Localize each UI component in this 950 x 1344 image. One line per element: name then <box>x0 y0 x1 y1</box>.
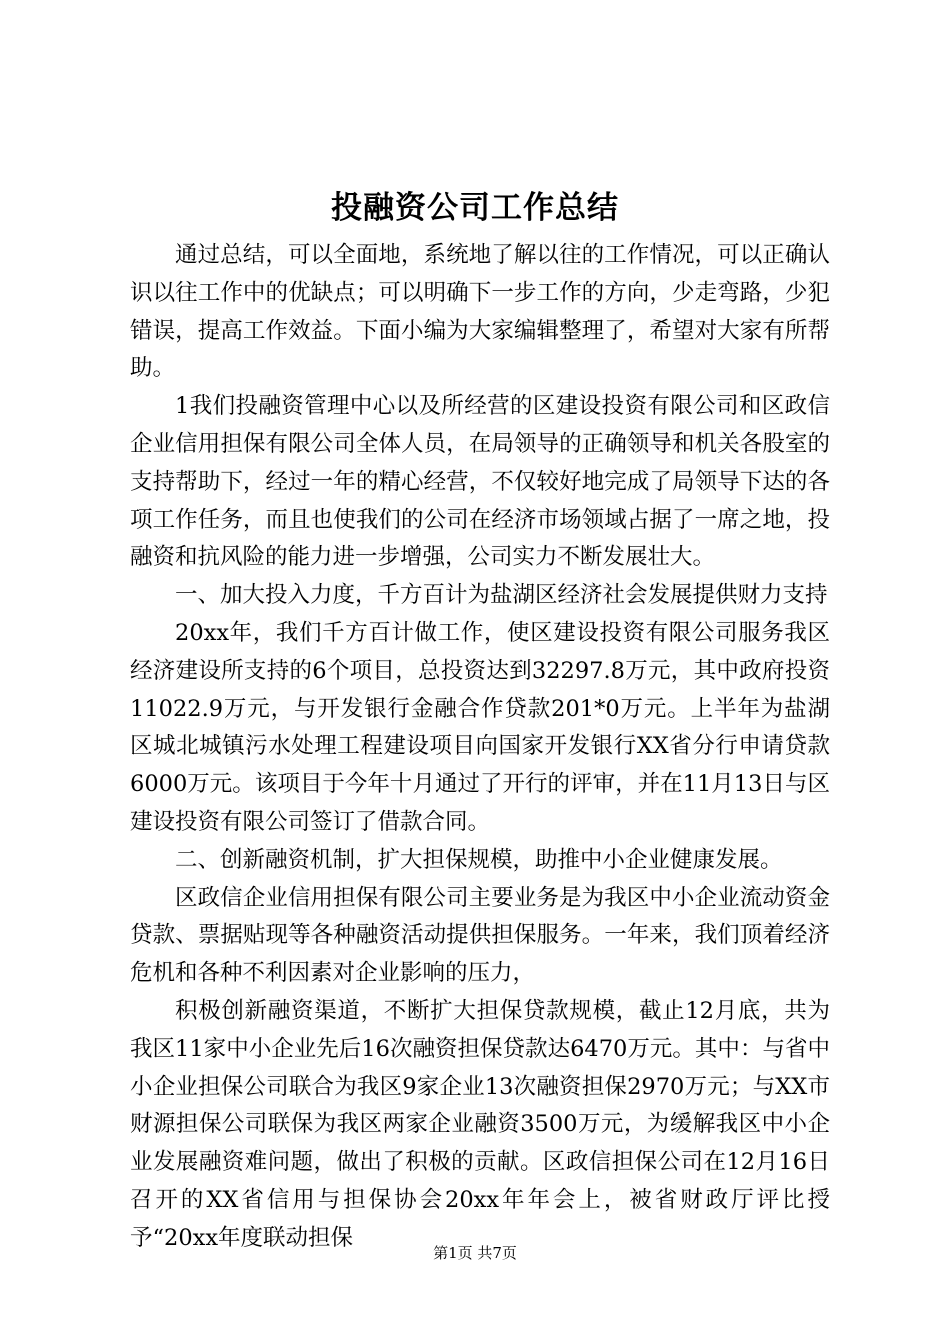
paragraph-overview: 1我们投融资管理中心以及所经营的区建设投资有限公司和区政信企业信用担保有限公司全体人员，在局领导的正确领导和机关各股室的支持帮助下，经过一年的精心经营，不仅较好地完成了局领导下达的各项工作任务，而且也使我们的公司在经济市场领域占据了一席之地，投融资和抗风险的能力进一步增强，公司实力不断发展壮大。 <box>130 393 830 571</box>
document-body <box>130 237 830 1258</box>
paragraph-section-2b: 积极创新融资渠道，不断扩大担保贷款规模，截止12月底，共为我区11家中小企业先后16次融资担保贷款达6470万元。其中：与省中小企业担保公司联合为我区9家企业13次融资担保2970万元；与XX市财源担保公司联保为我区两家企业融资3500万元，为缓解我区中小企业发展融资难问题，做出了积极的贡献。区政信担保公司在12月16日召开的XX省信用与担保协会20xx年年会上，被省财政厅评比授予“20xx年度联动担保 <box>130 997 830 1251</box>
section-heading-1: 一、加大投入力度，千方百计为盐湖区经济社会发展提供财力支持 <box>175 582 828 609</box>
page-footer: 第1页 共7页 <box>433 1244 517 1262</box>
document-title: 投融资公司工作总结 <box>331 190 619 226</box>
paragraph-section-2a: 区政信企业信用担保有限公司主要业务是为我区中小企业流动资金贷款、票据贴现等各种融资活动提供担保服务。一年来，我们顶着经济危机和各种不利因素对企业影响的压力， <box>130 884 830 987</box>
paragraph-section-1: 20xx年，我们千方百计做工作，使区建设投资有限公司服务我区经济建设所支持的6个项目，总投资达到32297.8万元，其中政府投资11022.9万元，与开发银行金融合作贷款201*0万元。上半年为盐湖区城北城镇污水处理工程建设项目向国家开发银行XX省分行申请贷款6000万元。该项目于今年十月通过了开行的评审，并在11月13日与区建设投资有限公司签订了借款合同。 <box>130 619 830 835</box>
paragraph-intro: 通过总结，可以全面地，系统地了解以往的工作情况，可以正确认识以往工作中的优缺点；可以明确下一步工作的方向，少走弯路，少犯错误，提高工作效益。下面小编为大家编辑整理了，希望对大家有所帮助。 <box>130 242 830 382</box>
section-heading-2: 二、创新融资机制，扩大担保规模，助推中小企业健康发展。 <box>175 846 783 873</box>
